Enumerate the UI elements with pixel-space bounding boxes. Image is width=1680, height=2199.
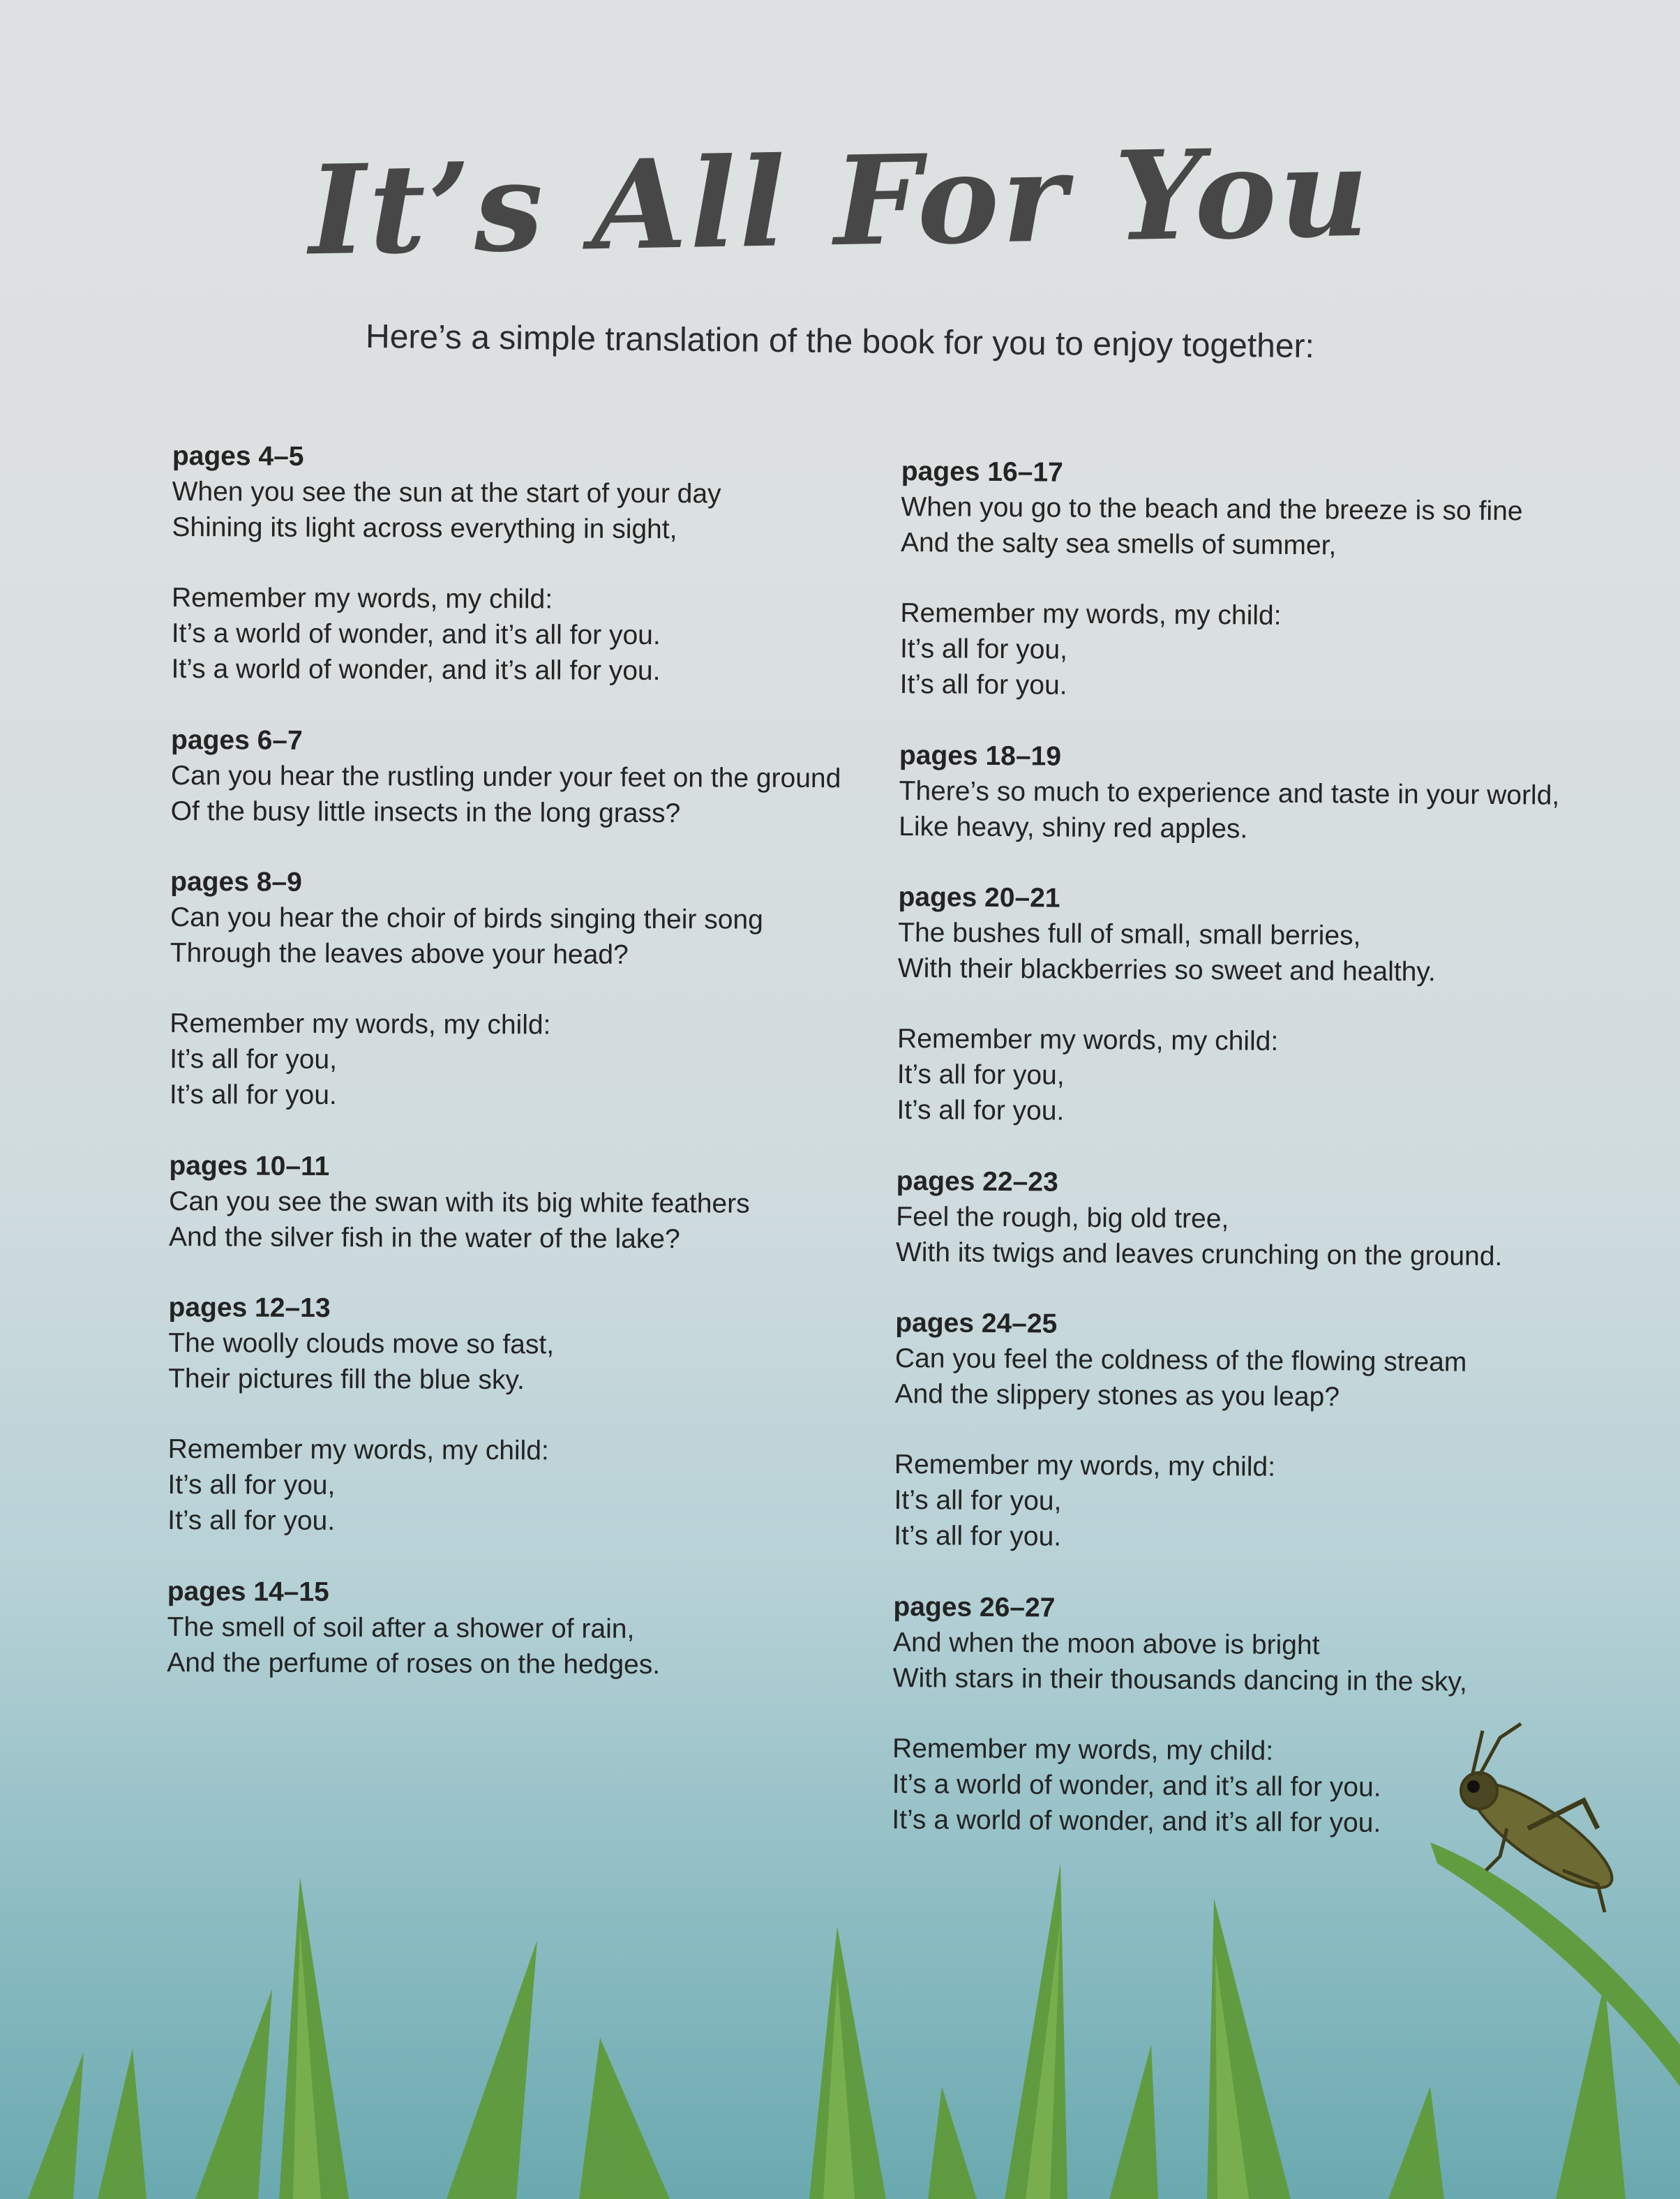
refrain-line: It’s all for you, xyxy=(167,1469,336,1501)
section-heading: pages 16–17 xyxy=(901,456,1063,488)
section-heading: pages 8–9 xyxy=(170,866,302,897)
verse-line: There’s so much to experience and taste in your world, xyxy=(899,775,1560,811)
grass-blade xyxy=(1109,2045,1158,2199)
refrain-line: It’s a world of wonder, and it’s all for you. xyxy=(171,618,661,651)
refrain-line: It’s all for you. xyxy=(897,1094,1065,1126)
section-pages-6-7 xyxy=(171,722,939,833)
section-heading: pages 10–11 xyxy=(169,1150,330,1182)
verse-line: Feel the rough, big old tree, xyxy=(896,1201,1229,1235)
section-heading: pages 4–5 xyxy=(172,440,304,472)
section-heading: pages 22–23 xyxy=(896,1165,1058,1198)
grass-highlights xyxy=(293,1919,1249,2199)
page-title: It’s All For You xyxy=(307,119,1373,283)
section-pages-18-19 xyxy=(899,738,1667,850)
refrain-line: It’s all for you, xyxy=(894,1484,1062,1516)
refrain xyxy=(170,1006,938,1116)
grass-blade xyxy=(1556,1982,1626,2199)
refrain-line: It’s all for you, xyxy=(897,1059,1065,1091)
refrain xyxy=(892,1731,1660,1843)
section-heading: pages 12–13 xyxy=(168,1292,331,1324)
verse-line: The woolly clouds move so fast, xyxy=(168,1327,555,1360)
section-pages-20-21 xyxy=(898,879,1666,992)
grass-blade xyxy=(928,2087,977,2199)
section-heading: pages 20–21 xyxy=(898,881,1060,914)
refrain-line: It’s all for you, xyxy=(170,1043,338,1075)
grass-blades xyxy=(28,1842,1680,2199)
refrain-line: It’s a world of wonder, and it’s all for you. xyxy=(171,653,661,687)
refrain xyxy=(894,1447,1662,1559)
refrain-line: Remember my words, my child: xyxy=(894,1449,1276,1482)
subtitle: Here’s a simple translation of the book for you to enjoy together: xyxy=(365,318,1315,366)
verse-line: And the slippery stones as you leap? xyxy=(894,1378,1340,1412)
refrain-line: Remember my words, my child: xyxy=(897,1023,1279,1057)
section-pages-26-27 xyxy=(893,1589,1661,1701)
section-pages-4-5 xyxy=(172,438,940,549)
verse-line: And the perfume of roses on the hedges. xyxy=(167,1647,661,1680)
section-heading: pages 14–15 xyxy=(167,1576,329,1607)
verse-line: Of the busy little insects in the long grass? xyxy=(170,796,681,829)
section-pages-12-13 xyxy=(168,1290,936,1400)
verse-line: Can you see the swan with its big white feathers xyxy=(169,1186,750,1219)
verse-line: And the silver fish in the water of the lake? xyxy=(168,1221,680,1255)
verse-line: Can you hear the rustling under your feet on the ground xyxy=(170,760,841,794)
section-heading: pages 6–7 xyxy=(171,724,303,756)
section-heading: pages 26–27 xyxy=(893,1591,1056,1623)
verse-line: The bushes full of small, small berries, xyxy=(898,917,1361,951)
verse-line: Shining its light across everything in sight, xyxy=(172,512,677,545)
refrain-line: It’s all for you, xyxy=(899,633,1068,665)
grass-blade xyxy=(195,1989,272,2199)
verse-line: With its twigs and leaves crunching on the ground. xyxy=(895,1237,1503,1272)
section-pages-16-17 xyxy=(901,454,1669,566)
verse-line: When you see the sun at the start of your day xyxy=(172,476,721,509)
refrain-line: It’s a world of wonder, and it’s all for you. xyxy=(892,1804,1381,1838)
refrain xyxy=(171,580,939,690)
refrain-line: It’s all for you. xyxy=(899,669,1067,701)
refrain-line: Remember my words, my child: xyxy=(900,597,1282,631)
refrain-line: It’s all for you. xyxy=(167,1505,336,1537)
grass-blade xyxy=(28,2052,84,2199)
verse-line: Can you hear the choir of birds singing their song xyxy=(170,902,763,935)
section-pages-10-11 xyxy=(169,1148,937,1258)
refrain-line: It’s all for you. xyxy=(169,1079,337,1111)
verse-line: Their pictures fill the blue sky. xyxy=(168,1363,525,1396)
verse-line: With stars in their thousands dancing in the sky, xyxy=(892,1662,1467,1697)
grass-blade xyxy=(447,1940,537,2199)
grass-blade xyxy=(1430,1842,1680,2087)
refrain-line: Remember my words, my child: xyxy=(892,1733,1274,1766)
refrain-line: It’s a world of wonder, and it’s all for you. xyxy=(892,1768,1381,1803)
section-heading: pages 18–19 xyxy=(899,740,1062,772)
verse-line: The smell of soil after a shower of rain, xyxy=(167,1611,635,1644)
refrain-line: Remember my words, my child: xyxy=(170,1008,551,1041)
grass-blade xyxy=(98,2048,147,2199)
verse-line: Can you feel the coldness of the flowing stream xyxy=(894,1343,1467,1378)
verse-line: Through the leaves above your head? xyxy=(170,937,629,970)
section-pages-8-9 xyxy=(170,864,938,974)
refrain-line: It’s all for you. xyxy=(894,1520,1062,1552)
refrain xyxy=(167,1431,936,1542)
verse-line: When you go to the beach and the breeze is so fine xyxy=(901,491,1523,527)
refrain xyxy=(900,595,1668,708)
grass-blade xyxy=(1388,2087,1444,2199)
section-pages-14-15 xyxy=(167,1574,935,1684)
verse-line: With their blackberries so sweet and healthy. xyxy=(897,953,1436,987)
refrain-line: Remember my words, my child: xyxy=(167,1433,549,1466)
right-column xyxy=(892,454,1669,1879)
verse-line: And when the moon above is bright xyxy=(892,1627,1320,1661)
grass-blade xyxy=(579,2038,670,2199)
section-pages-22-23 xyxy=(896,1163,1664,1276)
refrain-line: Remember my words, my child: xyxy=(171,582,553,615)
section-heading: pages 24–25 xyxy=(895,1307,1058,1339)
section-pages-24-25 xyxy=(894,1305,1663,1417)
refrain xyxy=(897,1021,1665,1133)
left-column xyxy=(167,438,940,1719)
verse-line: And the salty sea smells of summer, xyxy=(900,527,1337,561)
verse-line: Like heavy, shiny red apples. xyxy=(899,811,1248,844)
